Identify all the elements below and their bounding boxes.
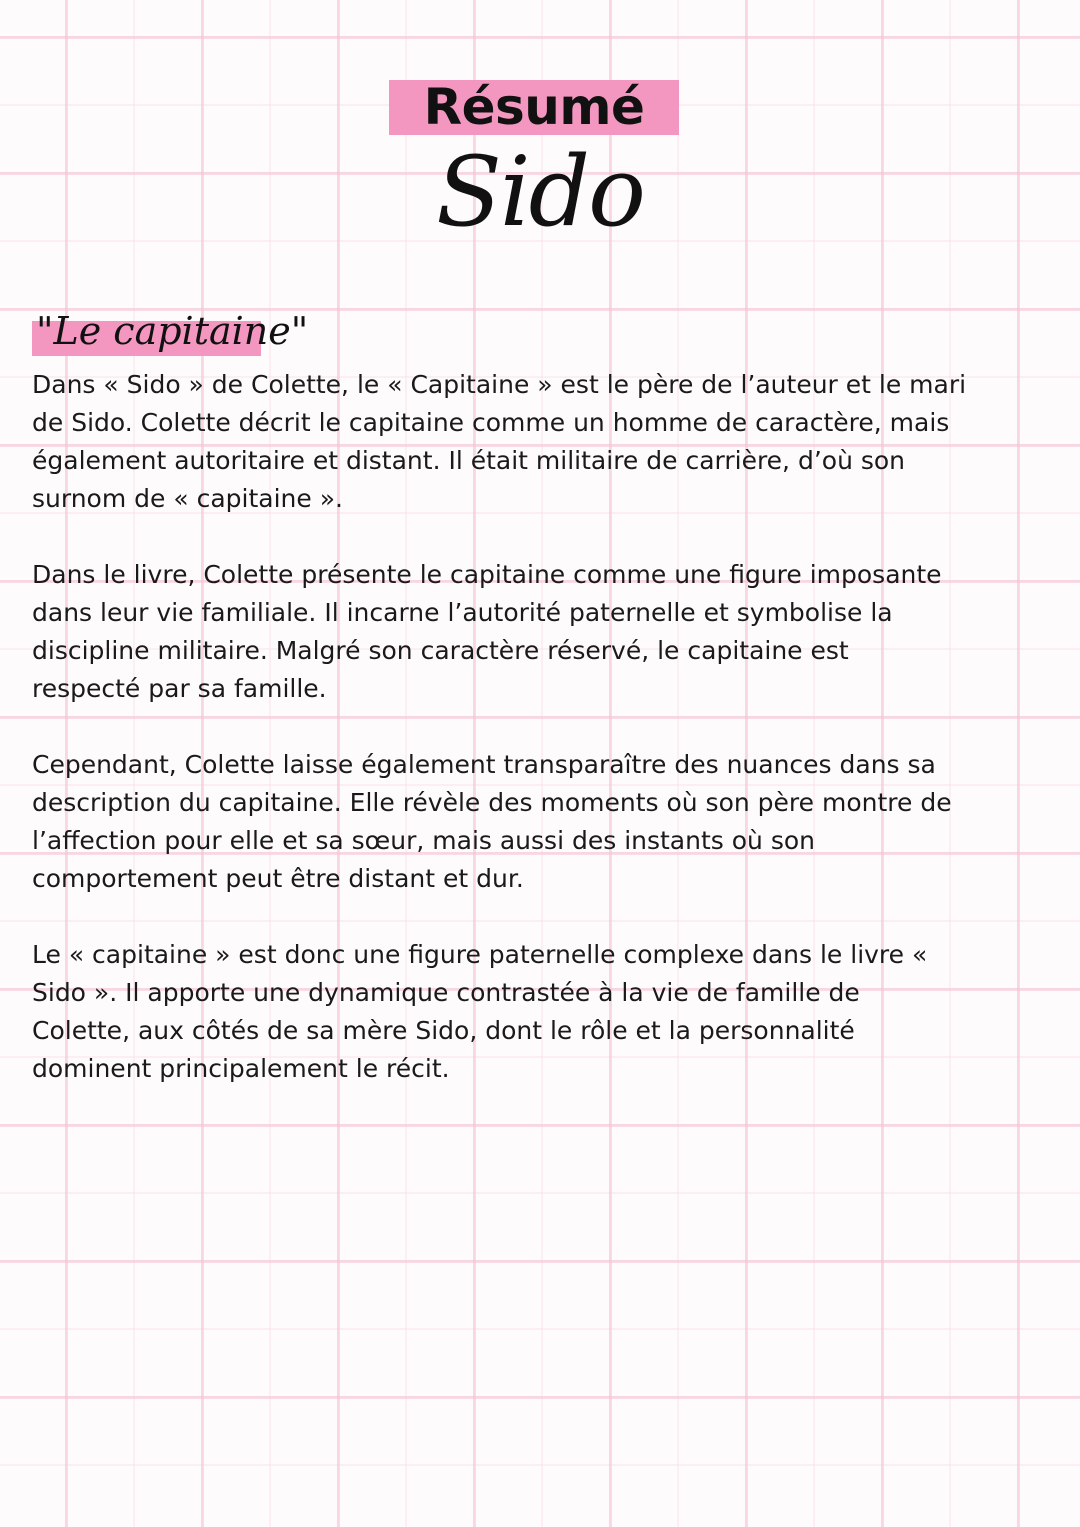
paragraph-3: Cependant, Colette laisse également transparaître des nuances dans sa description du capitaine. Elle révèle des moments où son père montre de l’affection pour elle et sa sœur, mais aussi des instants où son comportement peut être distant et dur. bbox=[32, 750, 952, 893]
paragraph-1: Dans « Sido » de Colette, le « Capitaine » est le père de l’auteur et le mari de Sido. Colette décrit le capitaine comme un homme de caractère, mais également autoritaire et distant. Il était militaire de carrière, d’où son surnom de « capitaine ». bbox=[32, 370, 967, 513]
page-subtitle: Sido bbox=[436, 136, 644, 248]
section-title: "Le capitaine" bbox=[36, 309, 309, 353]
page-title: Résumé bbox=[389, 80, 679, 135]
paragraph-4: Le « capitaine » est donc une figure paternelle complexe dans le livre « Sido ». Il apporte une dynamique contrastée à la vie de famille de Colette, aux côtés de sa mère Sido, dont le rôle et la personnalité dominent principalement le récit. bbox=[32, 940, 928, 1083]
summary-body bbox=[32, 366, 1022, 1126]
paragraph-2: Dans le livre, Colette présente le capitaine comme une figure imposante dans leur vie familiale. Il incarne l’autorité paternelle et symbolise la discipline militaire. Malgré son caractère réservé, le capitaine est respecté par sa famille. bbox=[32, 560, 942, 703]
